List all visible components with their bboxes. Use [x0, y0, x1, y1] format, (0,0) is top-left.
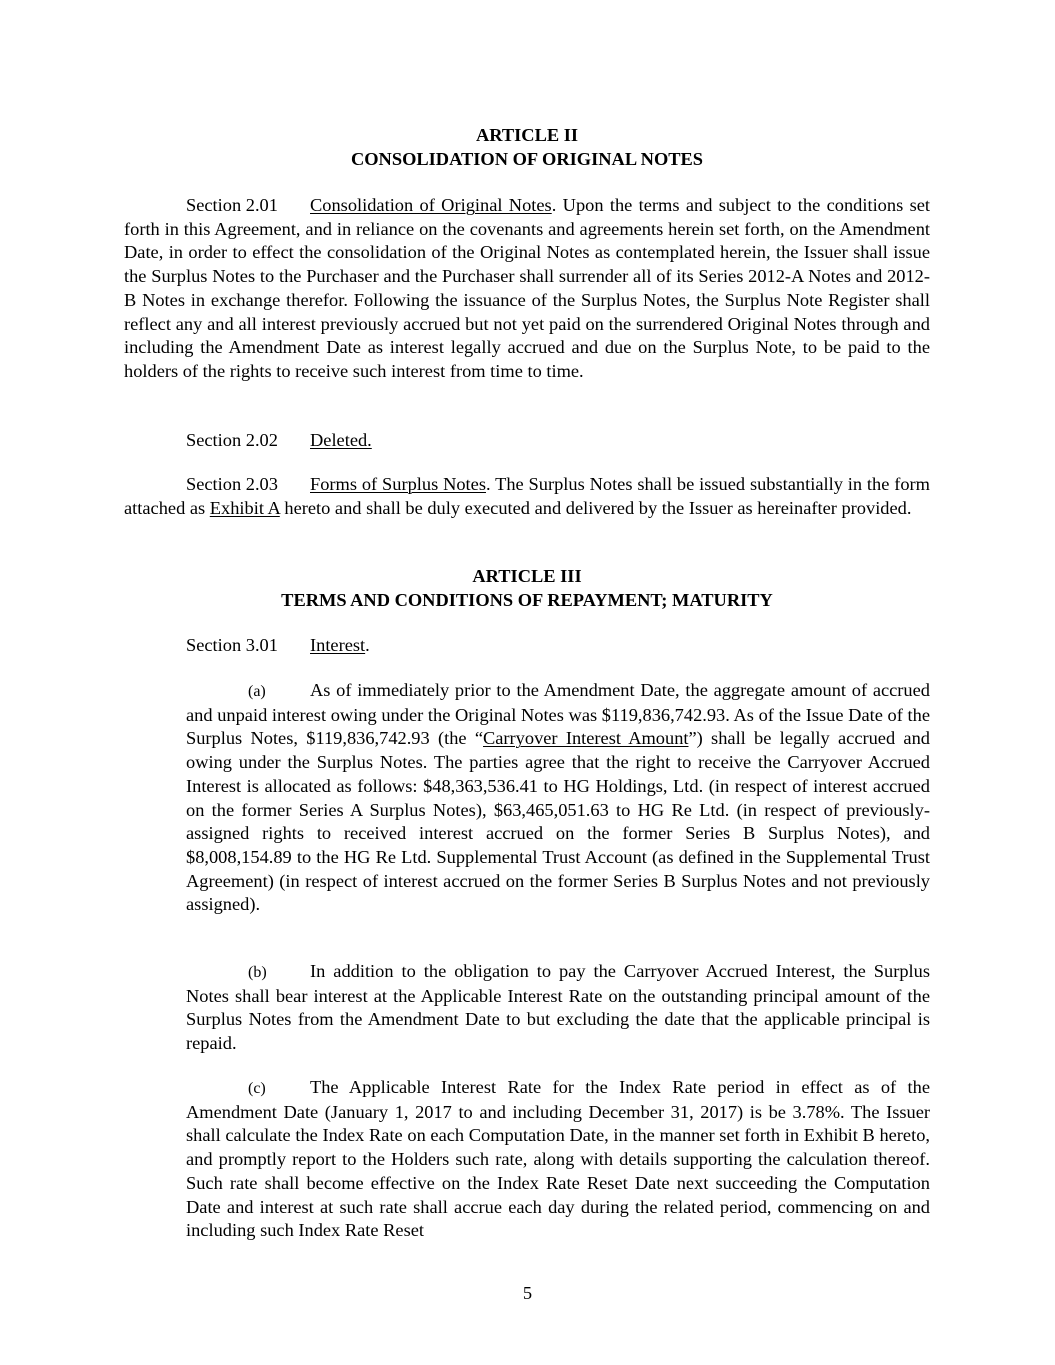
section-number: Section 2.01 — [186, 195, 278, 215]
subsection-text: The Applicable Interest Rate for the Index Rate period in effect as of the Amendment Date (January 1, 2017 to and including December 31, 2017) is be 3.78%. The Issuer shall calculate the Index Rate on each Computation Date, in the manner set forth in Exhibit B hereto, and promptly report to the Holders such rate, along with details supporting the calculation thereof. Such rate shall become effective on the Index Rate Reset Date next succeeding the Computation Date and interest at such rate shall accrue each day during the related period, commencing on and including such Index Rate Reset — [186, 1077, 930, 1241]
section-number: Section 3.01 — [186, 635, 278, 655]
article-iii-heading — [124, 565, 930, 612]
subsection-c-paragraph — [186, 1076, 930, 1243]
subsection-a-paragraph — [186, 679, 930, 917]
section-number: Section 2.02 — [186, 430, 278, 450]
subsection-b-paragraph — [186, 960, 930, 1056]
article-title: ARTICLE II — [475, 125, 579, 145]
section-2-02-paragraph — [124, 429, 930, 453]
section-3-01-paragraph — [124, 634, 930, 658]
section-heading-period: . — [551, 195, 557, 215]
exhibit-reference: Exhibit A — [209, 497, 280, 518]
subsection-label: (a) — [248, 683, 266, 700]
section-2-03-paragraph — [124, 473, 930, 520]
page-number: 5 — [522, 1283, 533, 1303]
article-subtitle: TERMS AND CONDITIONS OF REPAYMENT; MATURITY — [281, 589, 773, 610]
subsection-text-part-1: As of immediately prior to the Amendment Date, the aggregate amount of accrued and unpaid interest owing under the Original Notes was $119,836,742.93. As of the Issue Date of the Surplus Notes, $119,836,742.93 (the “ — [186, 680, 930, 749]
section-number: Section 2.03 — [186, 474, 278, 494]
section-heading: Deleted. — [310, 430, 372, 450]
section-body-part-1: . The Surplus Notes shall be issued substantially in the form attached as — [124, 474, 930, 518]
section-heading: Consolidation of Original Notes — [310, 195, 552, 215]
subsection-label: (c) — [248, 1080, 266, 1097]
subsection-text-part-2: ”) shall be legally accrued and owing under the Surplus Notes. The parties agree that the right to receive the Carryover Accrued Interest is allocated as follows: $48,363,536.41 to HG Holdings, Ltd. (in respect of interest accrued on the former Series A Surplus Notes), $63,465,051.63 to HG Re Ltd. (in respect of previously-assigned rights to received interest accrued on the former Series B Surplus Notes), and $8,008,154.89 to the HG Re Ltd. Supplemental Trust Account (as defined in the Supplemental Trust Agreement) (in respect of interest accrued on the former Series B Surplus Notes and not previously assigned). — [186, 728, 930, 915]
section-body: Upon the terms and subject to the conditions set forth in this Agreement, and in reliance on the covenants and agreements herein set forth, on the Amendment Date, in order to effect the consolidation of the Original Notes as contemplated herein, the Issuer shall issue the Surplus Notes to the Purchaser and the Purchaser shall surrender all of its Series 2012-A Notes and 2012-B Notes in exchange therefor. Following the issuance of the Surplus Notes, the Surplus Note Register shall reflect any and all interest previously accrued but not yet paid on the surrendered Original Notes through and including the Amendment Date as interest legally accrued and due on the Surplus Note, to be paid to the holders of the rights to receive such interest from time to time. — [124, 195, 930, 381]
section-heading-period: . — [365, 635, 370, 655]
article-ii-heading — [124, 124, 930, 171]
subsection-text: In addition to the obligation to pay the Carryover Accrued Interest, the Surplus Notes shall bear interest at the Applicable Interest Rate on the outstanding principal amount of the Surplus Notes from the Amendment Date to but excluding the date that the applicable principal is repaid. — [186, 961, 930, 1054]
article-title: ARTICLE III — [472, 566, 582, 586]
article-subtitle: CONSOLIDATION OF ORIGINAL NOTES — [350, 148, 704, 169]
section-body-part-2: hereto and shall be duly executed and delivered by the Issuer as hereinafter provided. — [279, 497, 912, 518]
subsection-label: (b) — [248, 964, 267, 981]
defined-term: Carryover Interest Amount — [483, 728, 689, 749]
section-heading: Forms of Surplus Notes — [310, 474, 486, 494]
section-2-01-paragraph — [124, 194, 930, 384]
section-heading: Interest — [310, 635, 366, 655]
